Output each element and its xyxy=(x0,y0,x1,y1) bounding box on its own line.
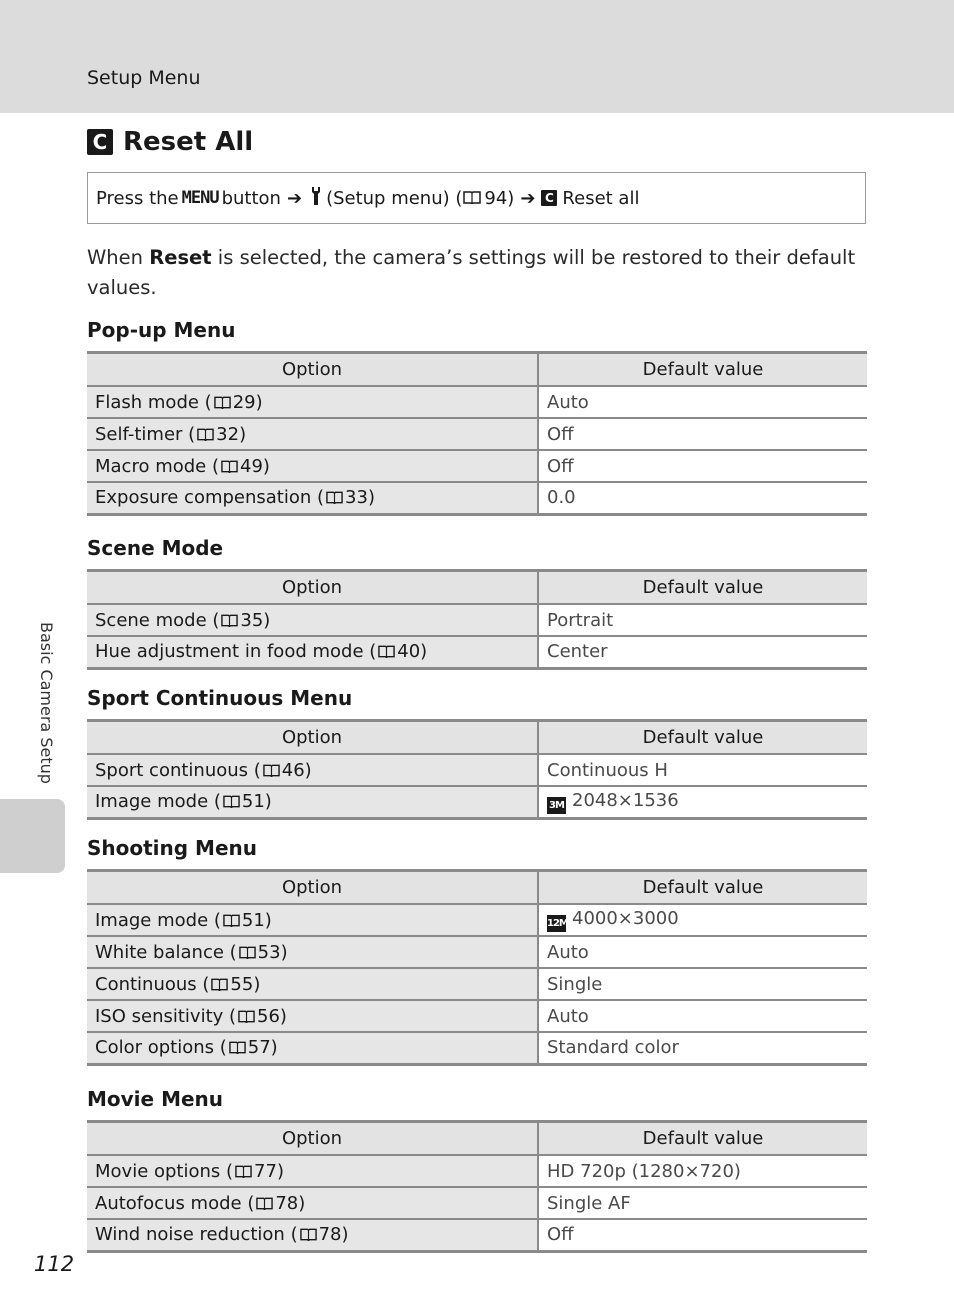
option-cell xyxy=(87,904,538,936)
book-icon xyxy=(238,1008,255,1026)
default-value: Off xyxy=(547,1224,574,1246)
column-header-default: Default value xyxy=(538,1122,867,1156)
option-page: 56) xyxy=(257,1005,287,1027)
table-row xyxy=(87,786,867,818)
table-header-row xyxy=(87,571,867,605)
option-page: 55) xyxy=(230,973,261,995)
default-value: HD 720p (1280×720) xyxy=(547,1160,741,1182)
nav-setup-text: (Setup menu) ( xyxy=(326,187,463,209)
default-value-cell xyxy=(538,386,867,418)
option-page: 78) xyxy=(318,1224,349,1246)
sidebar-tab xyxy=(0,799,65,873)
option-label: Hue adjustment in food mode ( xyxy=(95,641,377,663)
book-icon xyxy=(229,1039,246,1057)
menu-button-icon: MENU xyxy=(181,188,219,208)
image-mode-icon: 3M xyxy=(547,797,566,814)
default-value: Off xyxy=(547,455,574,477)
table-row xyxy=(87,1032,867,1064)
option-page: 51) xyxy=(241,909,272,931)
default-value-cell xyxy=(538,1219,867,1251)
default-value-cell xyxy=(538,450,867,482)
option-page: 53) xyxy=(257,941,288,963)
table-row xyxy=(87,450,867,482)
option-cell xyxy=(87,936,538,968)
options-table xyxy=(87,719,867,820)
table-row xyxy=(87,1155,867,1187)
table-row xyxy=(87,1187,867,1219)
nav-reset-text: Reset all xyxy=(562,187,640,209)
option-page: 46) xyxy=(281,759,312,781)
default-value: Auto xyxy=(547,391,589,413)
option-label: Exposure compensation ( xyxy=(95,487,325,509)
table-header-row xyxy=(87,353,867,387)
default-value: Off xyxy=(547,423,574,445)
sidebar-label: Basic Camera Setup xyxy=(37,622,56,784)
intro-paragraph xyxy=(87,243,867,303)
reset-icon: C xyxy=(87,129,113,155)
default-value-cell xyxy=(538,1032,867,1064)
option-page: 77) xyxy=(254,1160,284,1182)
book-icon xyxy=(256,1195,273,1213)
option-label: Wind noise reduction ( xyxy=(95,1224,298,1246)
book-icon xyxy=(223,793,240,811)
option-page: 40) xyxy=(397,641,428,663)
option-label: ISO sensitivity ( xyxy=(95,1005,237,1027)
arrow-right-icon: ➔ xyxy=(286,187,303,209)
section-title: Sport Continuous Menu xyxy=(87,686,353,710)
column-header-option: Option xyxy=(87,353,538,387)
table-header-row xyxy=(87,871,867,905)
image-mode-icon: 12M xyxy=(547,915,566,932)
option-cell xyxy=(87,386,538,418)
book-icon xyxy=(235,1163,252,1181)
default-value-cell xyxy=(538,1187,867,1219)
page-title-text: Reset All xyxy=(123,127,254,157)
option-label: Color options ( xyxy=(95,1037,227,1059)
default-value: Continuous H xyxy=(547,759,668,781)
intro-bold: Reset xyxy=(149,246,212,269)
option-label: Sport continuous ( xyxy=(95,759,261,781)
option-cell xyxy=(87,450,538,482)
book-icon xyxy=(223,912,240,930)
nav-press-text: Press the xyxy=(96,187,179,209)
options-table xyxy=(87,351,867,516)
table-row xyxy=(87,904,867,936)
table-row xyxy=(87,604,867,636)
book-icon xyxy=(221,458,238,476)
default-value-cell xyxy=(538,786,867,818)
option-cell xyxy=(87,786,538,818)
option-cell xyxy=(87,1032,538,1064)
default-value-cell xyxy=(538,1000,867,1032)
default-value-cell xyxy=(538,604,867,636)
column-header-default: Default value xyxy=(538,571,867,605)
column-header-default: Default value xyxy=(538,353,867,387)
nav-setup-page: 94) xyxy=(484,187,515,209)
option-label: Autofocus mode ( xyxy=(95,1192,255,1214)
default-value-cell xyxy=(538,482,867,514)
option-page: 51) xyxy=(241,791,272,813)
option-cell xyxy=(87,1219,538,1251)
option-label: White balance ( xyxy=(95,941,237,963)
options-table xyxy=(87,569,867,670)
option-page: 32) xyxy=(216,423,247,445)
default-value-cell xyxy=(538,904,867,936)
table-row xyxy=(87,482,867,514)
book-icon xyxy=(211,976,228,994)
book-icon xyxy=(221,612,238,630)
intro-text: When xyxy=(87,246,150,269)
option-label: Macro mode ( xyxy=(95,455,219,477)
table-header-row xyxy=(87,1122,867,1156)
options-table xyxy=(87,1120,867,1253)
book-icon xyxy=(463,189,481,208)
option-page: 57) xyxy=(247,1037,278,1059)
default-value-cell xyxy=(538,636,867,668)
column-header-option: Option xyxy=(87,1122,538,1156)
default-value: Single AF xyxy=(547,1192,631,1214)
default-value-cell xyxy=(538,936,867,968)
option-label: Movie options ( xyxy=(95,1160,234,1182)
nav-button-text: button xyxy=(221,187,281,209)
column-header-option: Option xyxy=(87,871,538,905)
book-icon xyxy=(214,394,231,412)
default-value: Center xyxy=(547,641,608,663)
column-header-default: Default value xyxy=(538,871,867,905)
option-page: 33) xyxy=(345,487,375,509)
options-table xyxy=(87,869,867,1066)
table-header-row xyxy=(87,721,867,755)
table-row xyxy=(87,968,867,1000)
default-value-cell xyxy=(538,968,867,1000)
book-icon xyxy=(300,1226,317,1244)
default-value: Portrait xyxy=(547,609,614,631)
wrench-icon xyxy=(310,187,322,210)
default-value-cell xyxy=(538,754,867,786)
default-value: 0.0 xyxy=(547,487,576,509)
default-value: Single xyxy=(547,973,603,995)
header-text: Setup Menu xyxy=(87,67,201,89)
table-row xyxy=(87,936,867,968)
option-page: 49) xyxy=(240,455,270,477)
book-icon xyxy=(239,944,256,962)
section-title: Pop-up Menu xyxy=(87,318,236,342)
table-row xyxy=(87,1219,867,1251)
column-header-default: Default value xyxy=(538,721,867,755)
arrow-right-icon: ➔ xyxy=(520,187,536,209)
option-cell xyxy=(87,482,538,514)
option-label: Image mode ( xyxy=(95,909,221,931)
default-value: 2048×1536 xyxy=(572,789,679,811)
book-icon xyxy=(197,426,214,444)
default-value: Auto xyxy=(547,941,589,963)
page-title xyxy=(87,122,253,162)
book-icon xyxy=(263,762,280,780)
option-page: 35) xyxy=(240,609,271,631)
option-label: Flash mode ( xyxy=(95,391,212,413)
book-icon xyxy=(378,643,395,661)
option-cell xyxy=(87,754,538,786)
default-value: 4000×3000 xyxy=(572,908,679,929)
table-row xyxy=(87,754,867,786)
option-page: 29) xyxy=(232,391,263,413)
navigation-path-box xyxy=(87,172,866,224)
option-cell xyxy=(87,968,538,1000)
header-band xyxy=(0,0,954,113)
option-cell xyxy=(87,1187,538,1219)
table-row xyxy=(87,386,867,418)
default-value-cell xyxy=(538,1155,867,1187)
default-value: Auto xyxy=(547,1005,589,1027)
intro-text: is selected, the camera’s settings will be restored to their default values. xyxy=(87,246,856,299)
section-title: Movie Menu xyxy=(87,1087,224,1111)
option-cell xyxy=(87,1000,538,1032)
option-cell xyxy=(87,636,538,668)
option-label: Image mode ( xyxy=(95,791,221,813)
option-label: Continuous ( xyxy=(95,973,210,995)
option-page: 78) xyxy=(275,1192,306,1214)
option-label: Self-timer ( xyxy=(95,423,196,445)
default-value: Standard color xyxy=(547,1037,679,1059)
reset-icon: C xyxy=(541,190,557,206)
option-cell xyxy=(87,1155,538,1187)
section-title: Shooting Menu xyxy=(87,836,257,860)
section-title: Scene Mode xyxy=(87,536,224,560)
option-cell xyxy=(87,418,538,450)
book-icon xyxy=(326,489,343,507)
column-header-option: Option xyxy=(87,571,538,605)
default-value-cell xyxy=(538,418,867,450)
option-label: Scene mode ( xyxy=(95,609,220,631)
table-row xyxy=(87,1000,867,1032)
table-row xyxy=(87,418,867,450)
column-header-option: Option xyxy=(87,721,538,755)
option-cell xyxy=(87,604,538,636)
table-row xyxy=(87,636,867,668)
page-number: 112 xyxy=(34,1252,75,1276)
